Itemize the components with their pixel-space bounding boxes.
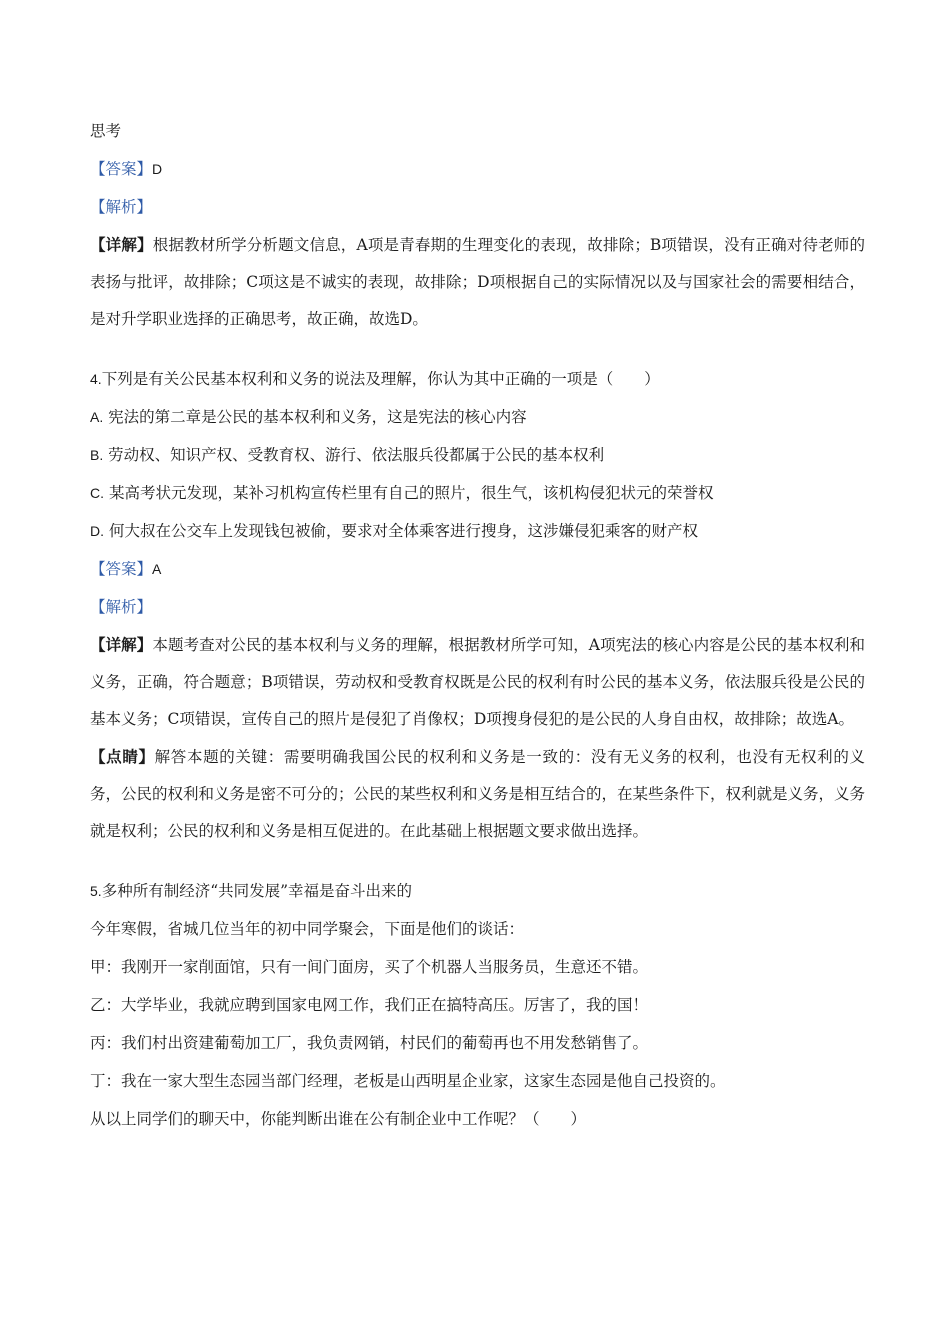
q3-analysis-heading (90, 188, 865, 226)
q4-stem (90, 360, 865, 398)
option-label: B. (90, 447, 104, 463)
option-text: 某高考状元发现，某补习机构宣传栏里有自己的照片，很生气，该机构侵犯状元的荣誉权 (108, 484, 714, 502)
answer-value: A (152, 561, 162, 577)
dialogue-line-jia: 甲：我刚开一家削面馆，只有一间门面房，买了个机器人当服务员，生意还不错。 (90, 958, 649, 976)
answer-tag: 【答案】 (90, 160, 153, 178)
q4-detail (90, 626, 865, 738)
q4-note (90, 738, 865, 850)
question-number: 4. (90, 371, 102, 387)
answer-tag: 【答案】 (90, 560, 153, 578)
q3-detail (90, 226, 865, 338)
option-label: C. (90, 485, 104, 501)
detail-tag: 【详解】 (90, 235, 153, 254)
q4-option-b (90, 436, 865, 474)
dialogue-line-yi: 乙：大学毕业，我就应聘到国家电网工作，我们正在搞特高压。厉害了，我的国！ (90, 996, 649, 1014)
question-text: 下列是有关公民基本权利和义务的说法及理解，你认为其中正确的一项是（ ） (101, 370, 660, 388)
question-title: 多种所有制经济“共同发展”幸福是奋斗出来的 (101, 882, 413, 900)
document-page (90, 112, 865, 1138)
q4-option-a (90, 398, 865, 436)
q4-option-d (90, 512, 865, 550)
question-number: 5. (90, 883, 102, 899)
q4-option-c (90, 474, 865, 512)
note-text: 解答本题的关键：需要明确我国公民的权利和义务是一致的：没有无义务的权利，也没有无权利的义务，公民的权利和义务是密不可分的；公民的某些权利和义务是相互结合的，在某些条件下，权利就是义务，义务就是权利；公民的权利和义务是相互促进的。在此基础上根据题文要求做出选择。 (90, 748, 866, 840)
note-tag: 【点睛】 (90, 747, 155, 766)
q4-analysis-heading (90, 588, 865, 626)
analysis-tag: 【解析】 (90, 598, 153, 616)
q5-title (90, 872, 865, 910)
q5-intro: 今年寒假，省城几位当年的初中同学聚会，下面是他们的谈话： (90, 920, 525, 938)
option-text: 劳动权、知识产权、受教育权、游行、依法服兵役都属于公民的基本权利 (108, 446, 605, 464)
detail-tag: 【详解】 (90, 635, 153, 654)
q4-answer (90, 550, 865, 588)
q3-answer (90, 150, 865, 188)
prev-question-fragment: 思考 (90, 122, 122, 140)
analysis-tag: 【解析】 (90, 198, 153, 216)
detail-text: 本题考查对公民的基本权利与义务的理解，根据教材所学可知，A项宪法的核心内容是公民的基本权利和义务，正确，符合题意；B项错误，劳动权和受教育权既是公民的权利有时公民的基本义务，依法服兵役是公民的基本义务；C项错误，宣传自己的照片是侵犯了肖像权；D项搜身侵犯的是公民的人身自由权，故排除；故选A。 (90, 636, 865, 728)
answer-value: D (152, 161, 163, 177)
detail-text: 根据教材所学分析题文信息，A项是青春期的生理变化的表现，故排除；B项错误，没有正确对待老师的表扬与批评，故排除；C项这是不诚实的表现，故排除；D项根据自己的实际情况以及与国家社会的需要相结合，是对升学职业选择的正确思考，故正确，故选D。 (90, 236, 865, 328)
option-text: 何大叔在公交车上发现钱包被偷，要求对全体乘客进行搜身，这涉嫌侵犯乘客的财产权 (108, 522, 698, 540)
dialogue-line-bing: 丙：我们村出资建葡萄加工厂，我负责网销，村民们的葡萄再也不用发愁销售了。 (90, 1034, 649, 1052)
option-label: D. (90, 523, 104, 539)
dialogue-line-ding: 丁：我在一家大型生态园当部门经理，老板是山西明星企业家，这家生态园是他自己投资的。 (90, 1072, 726, 1090)
option-label: A. (90, 409, 104, 425)
option-text: 宪法的第二章是公民的基本权利和义务，这是宪法的核心内容 (108, 408, 527, 426)
q5-question: 从以上同学们的聊天中，你能判断出谁在公有制企业中工作呢？（ ） (90, 1110, 587, 1128)
